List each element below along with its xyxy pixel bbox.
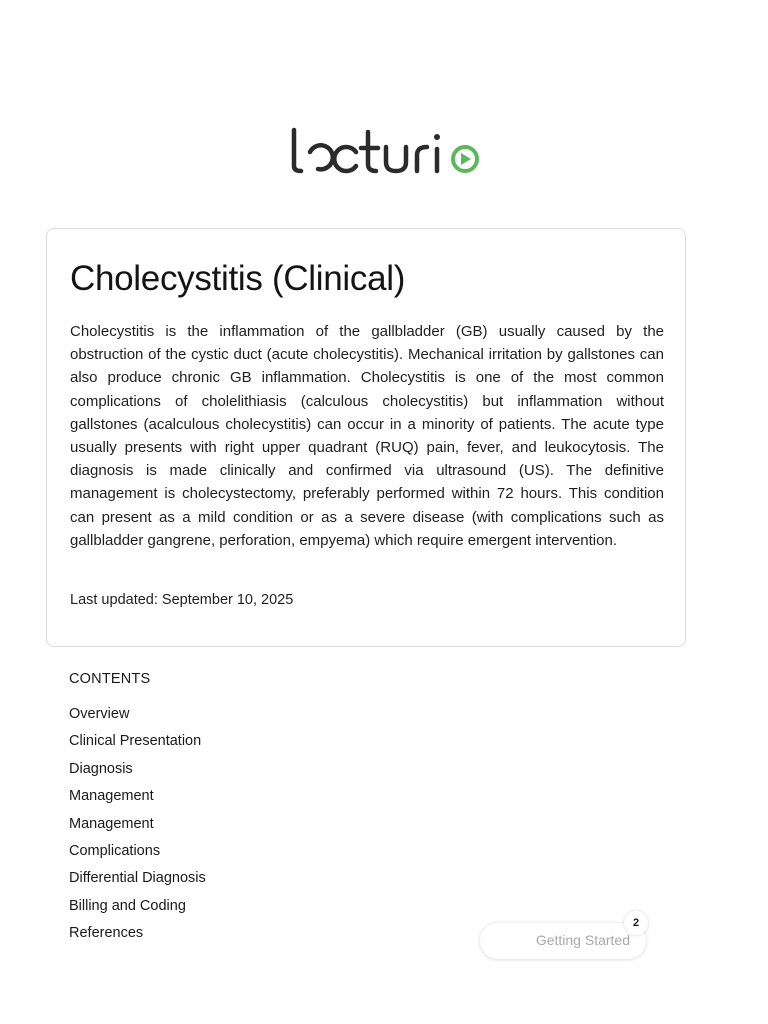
table-of-contents	[69, 704, 206, 951]
lecturio-logo-image	[290, 122, 486, 178]
last-updated: Last updated: September 10, 2025	[70, 592, 294, 608]
toc-link-complications[interactable]: Complications	[69, 842, 161, 859]
toc-link-management-2[interactable]: Management	[69, 815, 154, 832]
toc-link-diagnosis[interactable]: Diagnosis	[69, 760, 133, 777]
article-summary-card	[46, 228, 686, 647]
getting-started-count-badge: 2	[624, 911, 648, 935]
getting-started-label: Getting Started	[535, 932, 630, 948]
contents-heading: CONTENTS	[69, 671, 151, 687]
article-summary: Cholecystitis is the inflammation of the gallbladder (GB) usually caused by the obstruction of the cystic duct (acute cholecystitis). Mechanical irritation by gallstones can also produce chronic GB inflammation. Cholecystitis is one of the most common complications of cholelithiasis (calculous cholecystitis) but inflammation without gallstones (acalculous cholecystitis) can occur in a minority of patients. The acute type usually presents with right upper quadrant (RUQ) pain, fever, and leukocytosis. The diagnosis is made clinically and confirmed via ultrasound (US). The definitive management is cholecystectomy, preferably performed within 72 hours. This condition can present as a mild condition or as a severe disease (with complications such as gallbladder gangrene, perforation, empyema) which require emergent intervention.	[70, 323, 664, 549]
toc-link-management[interactable]: Management	[69, 788, 154, 805]
getting-started-button[interactable]	[480, 923, 646, 959]
toc-link-differential-diagnosis[interactable]: Differential Diagnosis	[69, 870, 206, 887]
toc-link-overview[interactable]: Overview	[69, 706, 130, 722]
lecturio-logo[interactable]	[290, 122, 486, 178]
page-title: Cholecystitis (Clinical)	[70, 259, 406, 298]
toc-link-clinical-presentation[interactable]: Clinical Presentation	[69, 733, 202, 750]
toc-link-references[interactable]: References	[69, 925, 144, 942]
toc-link-billing-and-coding[interactable]: Billing and Coding	[69, 897, 186, 914]
